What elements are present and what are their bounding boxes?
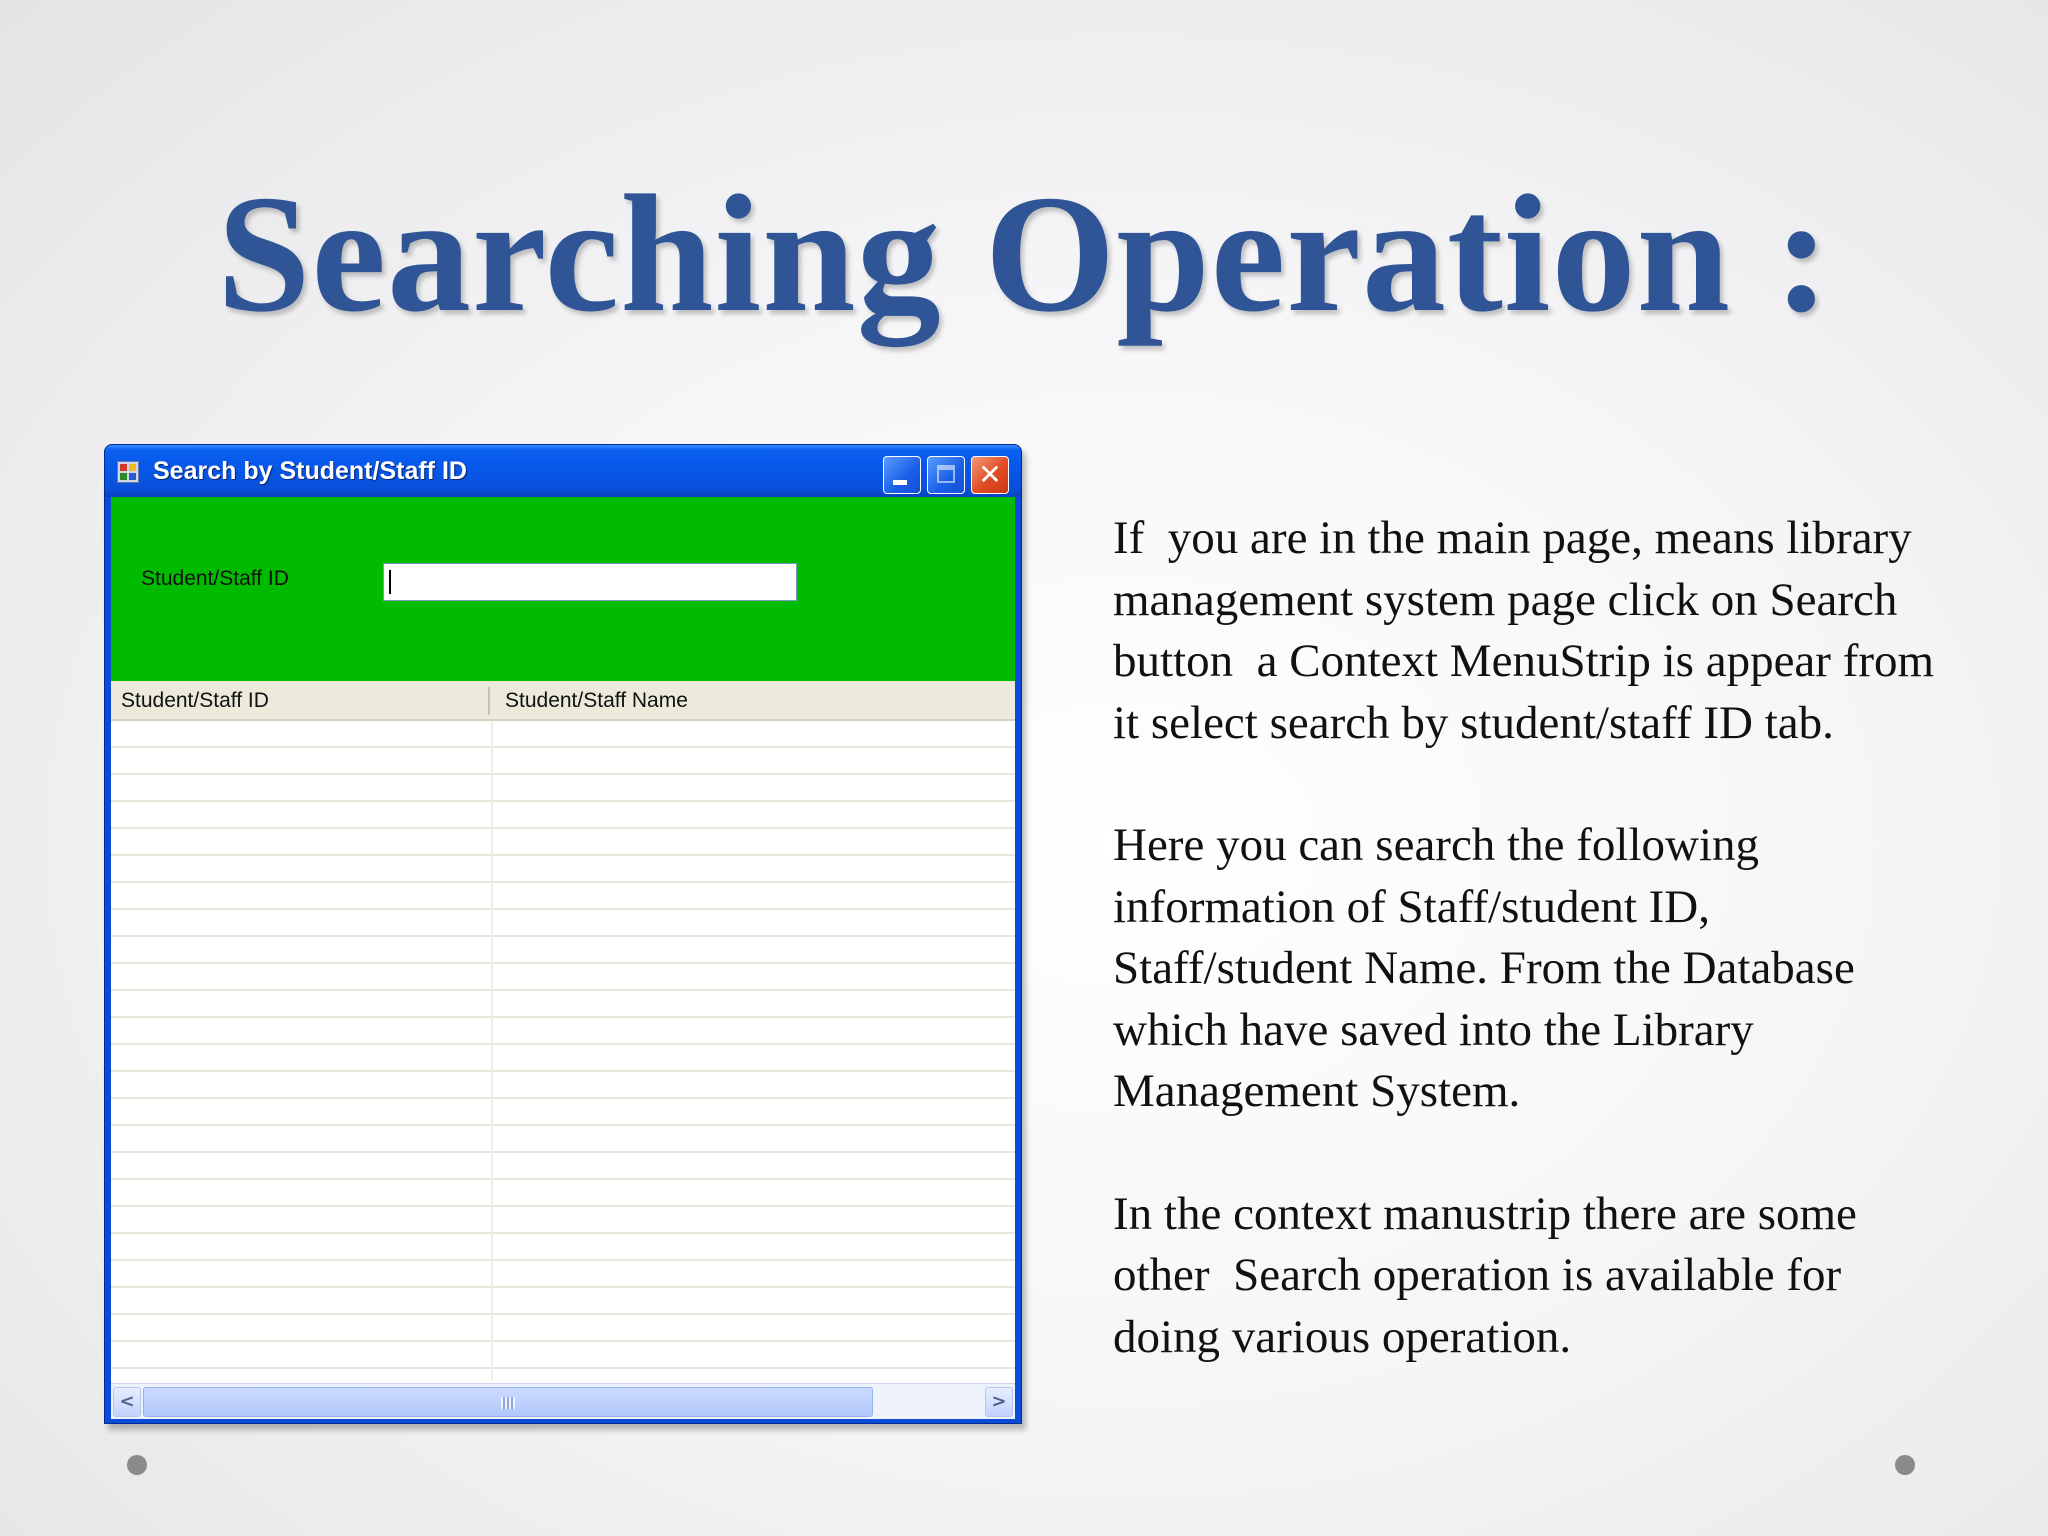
scroll-left-button[interactable]: < xyxy=(113,1387,141,1417)
horizontal-scrollbar[interactable] xyxy=(111,1383,1015,1419)
column-header-name[interactable]: Student/Staff Name xyxy=(505,689,688,712)
decorative-dot xyxy=(127,1455,147,1475)
student-staff-id-input[interactable] xyxy=(383,563,797,601)
slide-title: Searching Operation : xyxy=(217,161,1831,347)
scroll-right-button[interactable]: > xyxy=(985,1387,1013,1417)
column-divider xyxy=(491,721,493,1381)
maximize-button[interactable] xyxy=(927,456,965,494)
description-paragraph: Here you can search the following information of Staff/student ID, Staff/student Name. From the Database which have saved into the Library Management System. xyxy=(1113,819,1867,1117)
close-icon: ✕ xyxy=(978,458,1002,491)
description-paragraph: In the context manustrip there are some other Search operation is available for doing various operation. xyxy=(1113,1187,1869,1363)
window-title: Search by Student/Staff ID xyxy=(153,457,467,485)
search-window xyxy=(104,444,1022,1424)
close-button[interactable] xyxy=(971,456,1009,494)
minimize-button[interactable] xyxy=(883,456,921,494)
search-panel xyxy=(111,497,1015,681)
results-grid-body[interactable] xyxy=(111,721,1015,1381)
decorative-dot xyxy=(1895,1455,1915,1475)
window-client-area xyxy=(111,497,1015,1419)
minimize-icon xyxy=(893,480,907,485)
scroll-thumb[interactable] xyxy=(143,1387,873,1417)
description-text xyxy=(1113,508,1953,1368)
student-staff-id-label: Student/Staff ID xyxy=(141,567,289,590)
app-icon[interactable] xyxy=(117,461,139,483)
results-grid-header xyxy=(111,681,1015,721)
column-separator[interactable] xyxy=(488,687,490,715)
maximize-icon xyxy=(937,465,955,483)
grip-icon xyxy=(501,1397,515,1409)
text-caret xyxy=(389,570,391,594)
window-titlebar[interactable] xyxy=(105,445,1021,497)
column-header-id[interactable]: Student/Staff ID xyxy=(121,689,269,712)
description-paragraph: If you are in the main page, means library management system page click on Search button a Context MenuStrip is appear from it select search by student/staff ID tab. xyxy=(1113,512,1946,749)
